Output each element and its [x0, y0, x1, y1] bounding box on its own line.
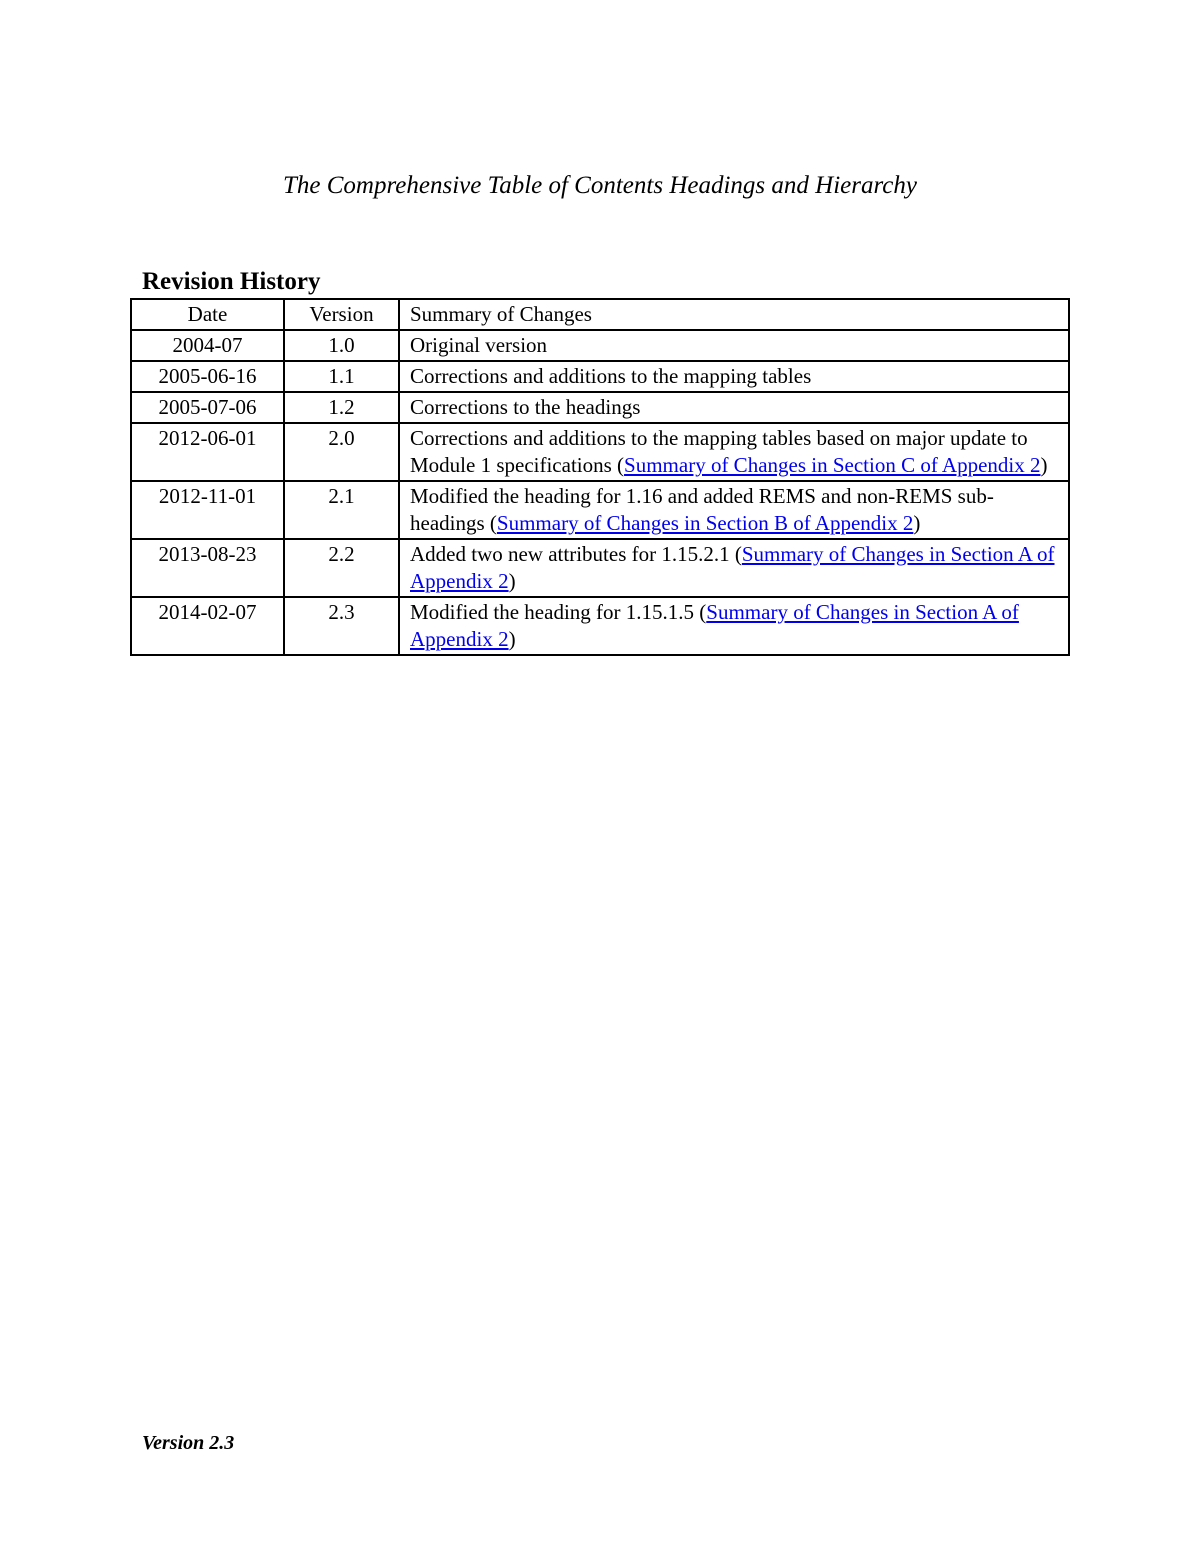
cell-date: 2014-02-07 [131, 597, 284, 655]
table-row [131, 423, 1069, 481]
summary-suffix: ) [508, 569, 516, 593]
summary-text: Added two new attributes for 1.15.2.1 ( [410, 542, 742, 566]
cell-version: 2.0 [284, 423, 399, 481]
cell-version: 1.0 [284, 330, 399, 361]
cell-summary [399, 330, 1069, 361]
table-row [131, 597, 1069, 655]
table-row [131, 330, 1069, 361]
table-row [131, 361, 1069, 392]
summary-text: Modified the heading for 1.15.1.5 ( [410, 600, 707, 624]
cell-date: 2012-06-01 [131, 423, 284, 481]
table-row [131, 539, 1069, 597]
summary-suffix: ) [913, 511, 921, 535]
header-date: Date [131, 299, 284, 330]
table-row [131, 481, 1069, 539]
cell-version: 2.1 [284, 481, 399, 539]
summary-text: Corrections and additions to the mapping tables [410, 364, 812, 388]
summary-text: Corrections and additions to the mapping tables based on major update to Module 1 specifications ( [410, 426, 1028, 477]
appendix-2-section-c-link[interactable]: Summary of Changes in Section C of Appendix 2 [624, 453, 1041, 477]
header-summary: Summary of Changes [399, 299, 1069, 330]
cell-version: 2.2 [284, 539, 399, 597]
cell-version: 2.3 [284, 597, 399, 655]
summary-suffix: ) [1040, 453, 1048, 477]
cell-version: 1.2 [284, 392, 399, 423]
summary-text: Original version [410, 333, 548, 357]
footer-version: Version 2.3 [142, 1432, 235, 1454]
document-title: The Comprehensive Table of Contents Headings and Hierarchy [283, 172, 917, 199]
cell-version: 1.1 [284, 361, 399, 392]
cell-date: 2005-07-06 [131, 392, 284, 423]
summary-suffix: ) [508, 627, 516, 651]
cell-summary [399, 597, 1069, 655]
cell-summary [399, 361, 1069, 392]
cell-summary [399, 392, 1069, 423]
appendix-2-section-a-link[interactable]: Summary of Changes in Section A of Appendix 2 [410, 542, 1055, 593]
cell-summary [399, 481, 1069, 539]
cell-summary [399, 423, 1069, 481]
revision-history-table [130, 298, 1070, 656]
appendix-2-section-a-link[interactable]: Summary of Changes in Section A of Appendix 2 [410, 600, 1019, 651]
header-version: Version [284, 299, 399, 330]
cell-date: 2013-08-23 [131, 539, 284, 597]
summary-text: Modified the heading for 1.16 and added REMS and non-REMS sub-headings ( [410, 484, 994, 535]
table-header-row [131, 299, 1069, 330]
cell-date: 2005-06-16 [131, 361, 284, 392]
appendix-2-section-b-link[interactable]: Summary of Changes in Section B of Appendix 2 [496, 511, 914, 535]
cell-date: 2004-07 [131, 330, 284, 361]
cell-date: 2012-11-01 [131, 481, 284, 539]
revision-history-heading: Revision History [142, 268, 321, 295]
table-row [131, 392, 1069, 423]
summary-text: Corrections to the headings [410, 395, 641, 419]
cell-summary [399, 539, 1069, 597]
